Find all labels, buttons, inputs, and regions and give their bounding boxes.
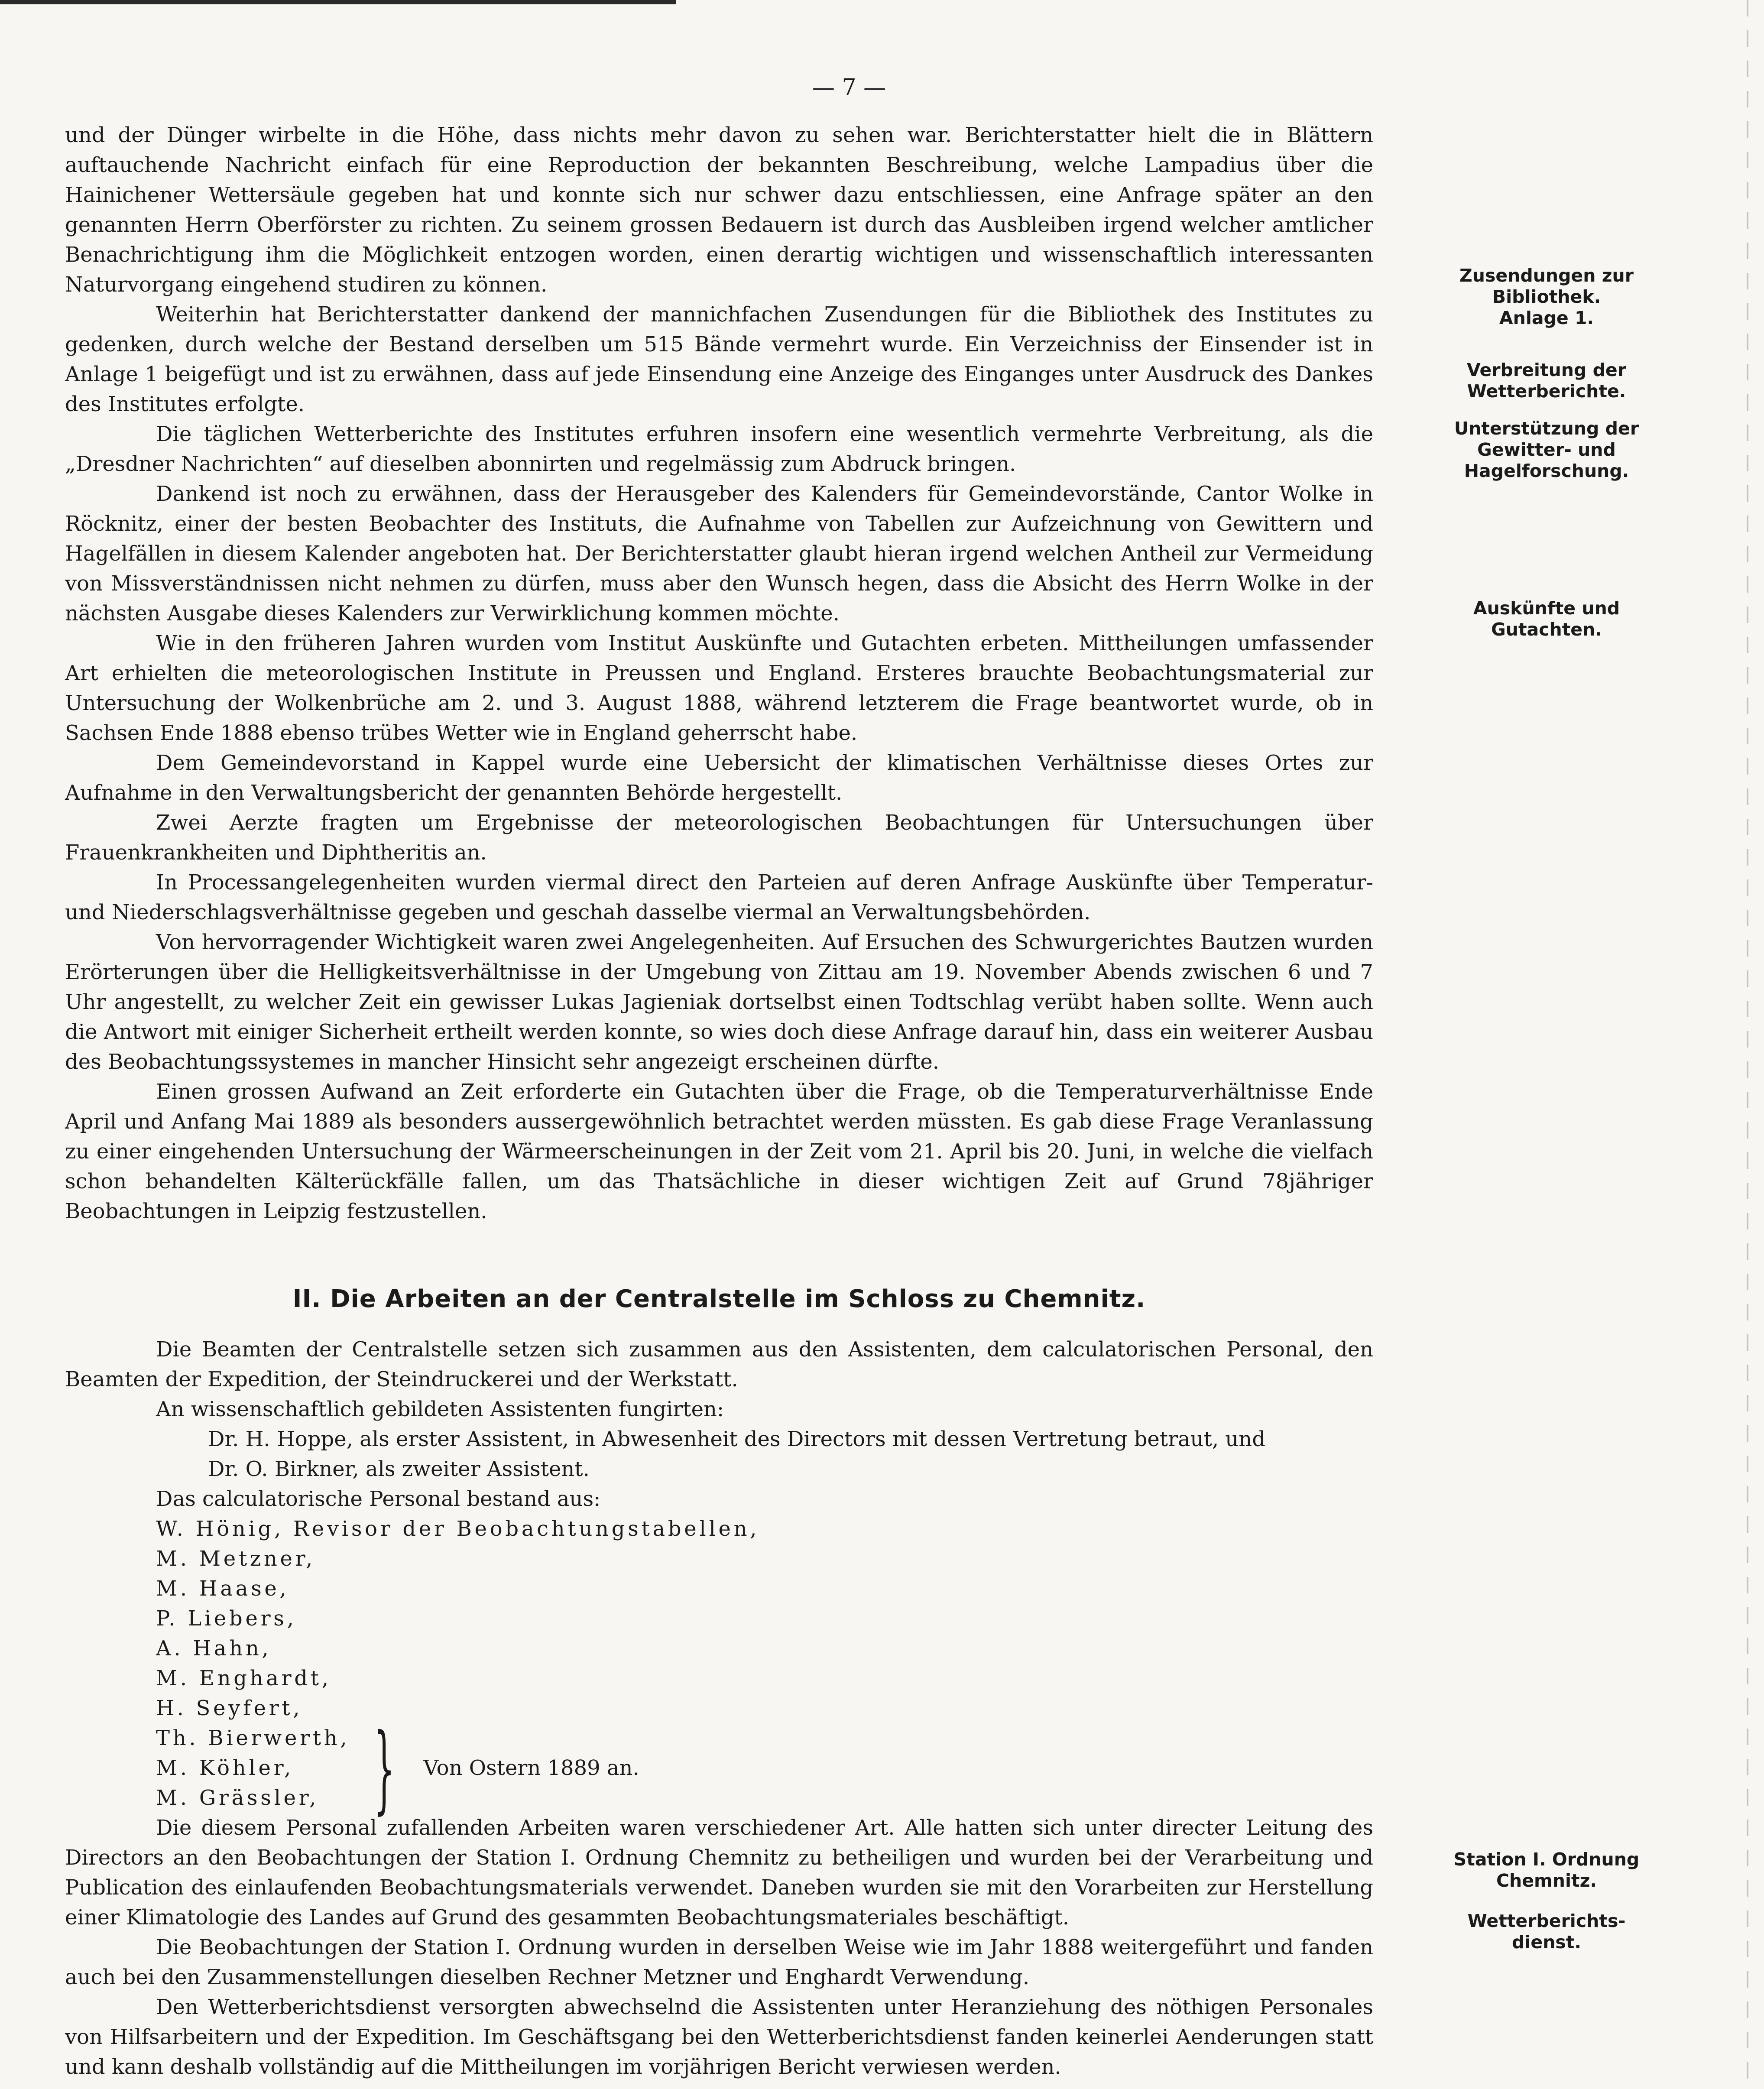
assistant-entry: Dr. H. Hoppe, als erster Assistent, in Abwesenheit des Directors mit dessen Vertretung betraut, und	[208, 1427, 1265, 1451]
personnel-entry: P. Liebers,	[156, 1606, 297, 1631]
section-heading: II. Die Arbeiten an der Centralstelle im Schloss zu Chemnitz.	[292, 1285, 1146, 1313]
paragraph: Weiterhin hat Berichterstatter dankend der mannichfachen Zusendungen für die Bibliothek des Institutes zu gedenken, durch welche der Bestand derselben um 515 Bände vermehrt wurde. Ein Verzeichniss der Einsender ist in Anlage 1 beigefügt und ist zu erwähnen, dass auf jede Einsendung eine Anzeige des Einganges unter Ausdruck des Dankes des Institutes erfolgte.	[65, 302, 1373, 416]
personnel-intro: Das calculatorische Personal bestand aus:	[156, 1487, 601, 1511]
margin-note-line: Wetterberichte.	[1467, 381, 1626, 402]
personnel-entry: M. Grässler,	[156, 1786, 319, 1810]
personnel-entry: H. Seyfert,	[156, 1696, 303, 1720]
main-text-column	[65, 120, 1373, 2082]
margin-note-line: Unterstützung der	[1454, 418, 1639, 439]
paragraph: Dankend ist noch zu erwähnen, dass der Herausgeber des Kalenders für Gemeindevorstände, Cantor Wolke in Röcknitz, einer der besten Beobachter des Instituts, die Aufnahme von Tabellen zur Aufzeichnung von Gewittern und Hagelfällen in diesem Kalender angeboten hat. Der Berichterstatter glaubt hieran irgend welchen Antheil zur Vermeidung von Missverständnissen nicht nehmen zu dürfen, muss aber den Wunsch hegen, dass die Absicht des Herrn Wolke in der nächsten Ausgabe dieses Kalenders zur Verwirklichung kommen möchte.	[65, 482, 1373, 626]
margin-note-zusendungen	[1425, 265, 1668, 329]
personnel-entry: W. Hönig, Revisor der Beobachtungstabellen,	[156, 1517, 760, 1541]
assistant-entry: Dr. O. Birkner, als zweiter Assistent.	[208, 1457, 590, 1481]
margin-note-line: dienst.	[1512, 1932, 1581, 1953]
paragraph: In Processangelegenheiten wurden viermal direct den Parteien auf deren Anfrage Auskünfte über Temperatur- und Niederschlagsverhältnisse gegeben und geschah dasselbe viermal an Verwaltungsbehörden.	[65, 870, 1373, 924]
margin-note-line: Auskünfte und	[1473, 598, 1620, 619]
brace-symbol: }	[373, 1713, 395, 1824]
margin-note-line: Anlage 1.	[1499, 308, 1594, 328]
margin-note-unterstuetzung	[1425, 418, 1668, 482]
personnel-group	[65, 1713, 1373, 1824]
paragraph: Wie in den früheren Jahren wurden vom Institut Auskünfte und Gutachten erbeten. Mittheilungen umfassender Art erhielten die meteorologischen Institute in Preussen und England. Ersteres brauchte Beobachtungsmaterial zur Untersuchung der Wolkenbrüche am 2. und 3. August 1888, während letzterem die Frage beantwortet wurde, ob in Sachsen Ende 1888 ebenso trübes Wetter wie in England geherrscht habe.	[65, 631, 1373, 745]
personnel-entry: M. Metzner,	[156, 1547, 315, 1571]
personnel-entry: M. Haase,	[156, 1576, 289, 1601]
margin-note-verbreitung	[1425, 360, 1668, 402]
paragraph: Die diesem Personal zufallenden Arbeiten waren verschiedener Art. Alle hatten sich unter directer Leitung des Directors an den Beobachtungen der Station I. Ordnung Chemnitz zu betheiligen und wurden bei der Verarbeitung und Publication des einlaufenden Beobachtungsmaterials verwendet. Daneben wurden sie mit den Vorarbeiten zur Herstellung einer Klimatologie des Landes auf Grund des gesammten Beobachtungsmateriales beschäftigt.	[65, 1816, 1373, 1930]
margin-note-line: Gutachten.	[1491, 619, 1602, 640]
personnel-entry: M. Enghardt,	[156, 1666, 331, 1690]
personnel-entry: A. Hahn,	[156, 1636, 272, 1661]
paragraph: Den Wetterberichtsdienst versorgten abwechselnd die Assistenten unter Heranziehung des nöthigen Personales von Hilfsarbeitern und der Expedition. Im Geschäftsgang bei den Wetterberichtsdienst fanden keinerlei Aenderungen statt und kann deshalb vollständig auf die Mittheilungen im vorjährigen Bericht verwiesen werden.	[65, 1995, 1373, 2079]
personnel-entry: M. Köhler,	[156, 1756, 294, 1780]
page-number: — 7 —	[812, 75, 886, 101]
margin-note-wetterberichtsdienst	[1425, 1911, 1668, 1953]
personnel-group-names	[156, 1723, 350, 1813]
paragraph: Die Beobachtungen der Station I. Ordnung wurden in derselben Weise wie im Jahr 1888 weitergeführt und fanden auch bei den Zusammenstellungen dieselben Rechner Metzner und Enghardt Verwendung.	[65, 1935, 1373, 1989]
margin-note-line: Hagelforschung.	[1464, 461, 1629, 481]
paragraph: Dem Gemeindevorstand in Kappel wurde eine Uebersicht der klimatischen Verhältnisse dieses Ortes zur Aufnahme in den Verwaltungsbericht der genannten Behörde hergestellt.	[65, 751, 1373, 805]
personnel-entry: Th. Bierwerth,	[156, 1726, 350, 1750]
margin-note-line: Chemnitz.	[1496, 1870, 1597, 1891]
margin-note-station	[1425, 1849, 1668, 1891]
paragraph: Einen grossen Aufwand an Zeit erforderte ein Gutachten über die Frage, ob die Temperaturverhältnisse Ende April und Anfang Mai 1889 als besonders aussergewöhnlich betrachtet werden müssten. Es gab diese Frage Veranlassung zu einer eingehenden Untersuchung der Wärmeerscheinungen in der Zeit vom 21. April bis 20. Juni, in welche die vielfach schon behandelten Kälterückfälle fallen, um das Thatsächliche in dieser wichtigen Zeit auf Grund 78jähriger Beobachtungen in Leipzig festzustellen.	[65, 1080, 1373, 1223]
paragraph: Zwei Aerzte fragten um Ergebnisse der meteorologischen Beobachtungen für Untersuchungen über Frauenkrankheiten und Diphtheritis an.	[65, 811, 1373, 865]
top-rule	[0, 0, 676, 4]
margin-note-line: Bibliothek.	[1492, 286, 1601, 307]
margin-note-auskuenfte	[1425, 598, 1668, 640]
paragraph: Die täglichen Wetterberichte des Institutes erfuhren insofern eine wesentlich vermehrte Verbreitung, als die „Dresdner Nachrichten“ auf dieselben abonnirten und regelmässig zum Abdruck bringen.	[65, 422, 1373, 476]
margin-note-line: Verbreitung der	[1467, 360, 1626, 380]
margin-note-line: Station I. Ordnung	[1453, 1849, 1640, 1870]
paragraph: Von hervorragender Wichtigkeit waren zwei Angelegenheiten. Auf Ersuchen des Schwurgerichtes Bautzen wurden Erörterungen über die Helligkeitsverhältnisse in der Umgebung von Zittau am 19. November Abends zwischen 6 und 7 Uhr angestellt, zu welcher Zeit ein gewisser Lukas Jagieniak dortselbst einen Todtschlag verübt haben sollte. Wenn auch die Antwort mit einiger Sicherheit ertheilt werden konnte, so wies doch diese Anfrage darauf hin, dass ein weiterer Ausbau des Beobachtungssystemes in mancher Hinsicht sehr angezeigt erscheinen dürfte.	[65, 930, 1373, 1074]
paragraph: und der Dünger wirbelte in die Höhe, dass nichts mehr davon zu sehen war. Berichterstatter hielt die in Blättern auftauchende Nachricht einfach für eine Reproduction der bekannten Beschreibung, welche Lampadius über die Hainichener Wettersäule gegeben hat und konnte sich nur schwer dazu entschliessen, eine Anfrage später an den genannten Herrn Oberförster zu richten. Zu seinem grossen Bedauern ist durch das Ausbleiben irgend welcher amtlicher Benachrichtigung ihm die Möglichkeit entzogen worden, einen derartig wichtigen und wissenschaftlich interessanten Naturvorgang eingehend studiren zu können.	[65, 123, 1373, 297]
section-intro: Die Beamten der Centralstelle setzen sich zusammen aus den Assistenten, dem calculatorischen Personal, den Beamten der Expedition, der Steindruckerei und der Werkstatt.	[65, 1337, 1373, 1392]
margin-note-line: Wetterberichts-	[1467, 1911, 1626, 1931]
margin-note-line: Gewitter- und	[1477, 439, 1616, 460]
assistants-intro: An wissenschaftlich gebildeten Assistenten fungirten:	[156, 1397, 724, 1421]
personnel-group-note: Von Ostern 1889 an.	[423, 1756, 639, 1780]
margin-note-line: Zusendungen zur	[1459, 265, 1634, 286]
page-edge-mark	[1747, 0, 1748, 2089]
